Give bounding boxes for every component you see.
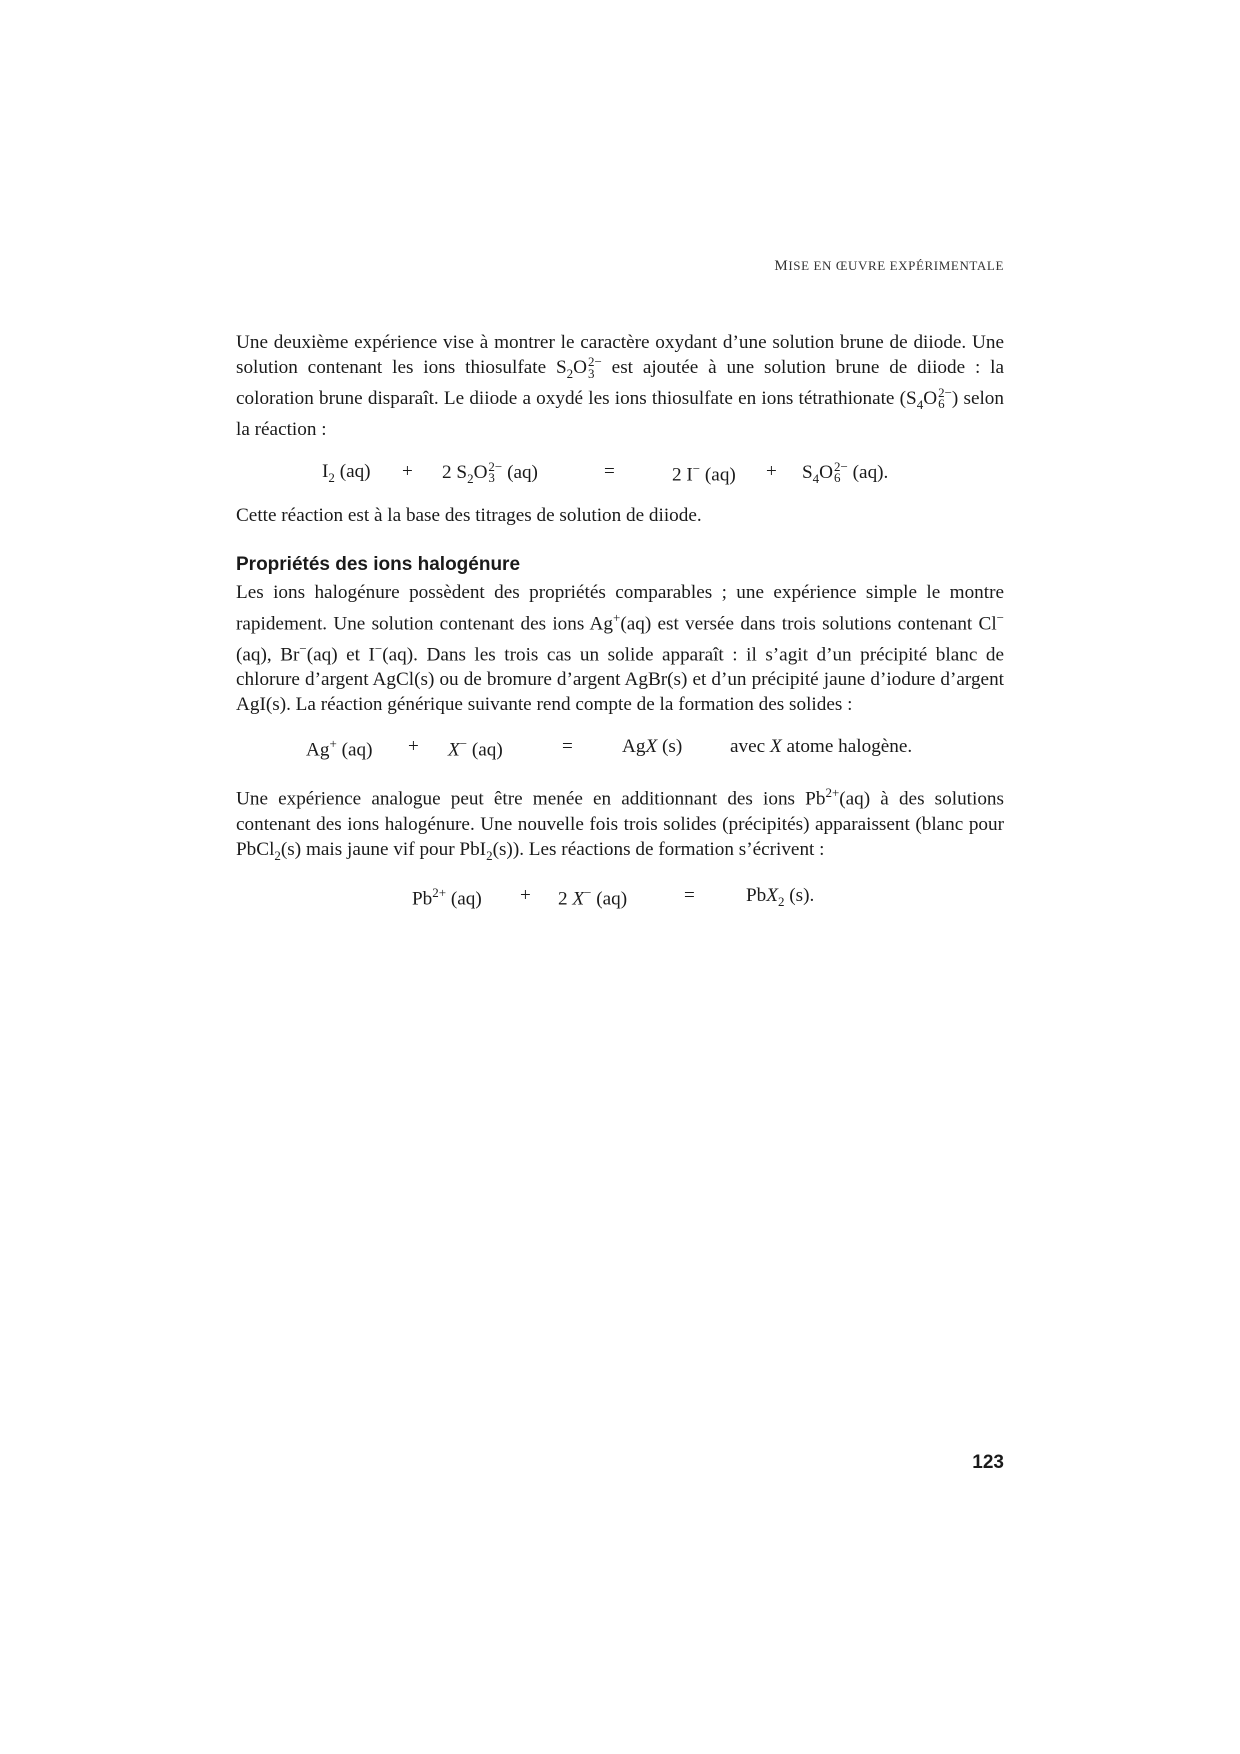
superscript: − — [459, 736, 468, 752]
eq2-term-2-a: X — [448, 739, 460, 761]
eq2-term-1 — [306, 736, 372, 761]
eq3-term-1-state: (aq) — [446, 888, 482, 910]
eq1-term-4-b: O — [819, 461, 834, 483]
paragraph-1 — [236, 330, 1004, 442]
eq1-plus-1: + — [402, 460, 413, 482]
eq2-term-2-state: (aq) — [467, 739, 503, 761]
paragraph-3 — [236, 580, 1004, 718]
eq3-equals: = — [684, 884, 695, 906]
superscript: 2+ — [825, 785, 840, 801]
paragraph-2: Cette réaction est à la base des titrages de solution de diiode. — [236, 504, 702, 526]
p1-text-e: ) selon la réaction : — [236, 387, 1004, 440]
eq1-term-3 — [672, 461, 736, 486]
superscript: 2− — [834, 458, 848, 474]
eq3-term-1-text: Pb — [412, 888, 433, 910]
subscript: 2 — [467, 470, 474, 486]
eq3-term-2-b: X — [572, 888, 585, 910]
eq1-term-2-b: O — [473, 461, 488, 483]
p1-text-a: Une deuxième expérience vise à montrer le caractère oxydant d’une solution brune de diiode. Une solution contenant les ions thiosulfate S — [236, 332, 1004, 378]
eq1-term-2 — [442, 458, 538, 487]
superscript: 2− — [488, 458, 503, 474]
eq2-note — [730, 736, 912, 758]
p4-text-c: (s) mais jaune vif pour PbI — [280, 838, 487, 860]
eq2-term-1-text: Ag — [306, 739, 330, 761]
p4-text-b: (aq) à des solutions contenant des ions halogénure. Une nouvelle fois trois solides (précipités) apparaissent (blanc pour PbCl — [236, 788, 1004, 860]
subscript: 2 — [274, 847, 281, 863]
running-header-initial: M — [774, 258, 789, 274]
running-header — [774, 258, 1004, 275]
p4-text-a: Une expérience analogue peut être menée en additionnant des ions Pb — [236, 788, 826, 810]
running-header-text: ISE EN ŒUVRE EXPÉRIMENTALE — [788, 258, 1004, 273]
superscript: − — [584, 884, 592, 900]
p4-text-d: (s)). Les réactions de formation s’écrivent : — [492, 838, 825, 860]
eq1-term-1 — [322, 461, 371, 486]
eq3-plus: + — [520, 884, 531, 906]
eq1-plus-2: + — [766, 460, 777, 482]
superscript: 2+ — [432, 884, 447, 900]
superscript: 2− — [587, 353, 602, 369]
superscript: − — [692, 460, 701, 476]
equation-lead-halide — [236, 881, 1004, 915]
section-title: Propriétés des ions halogénure — [236, 553, 521, 575]
superscript: − — [374, 641, 383, 657]
p1-text-d: O — [923, 387, 938, 409]
eq2-term-3-b: X — [645, 736, 658, 758]
eq1-term-3-state: (aq) — [700, 464, 736, 486]
subscript: 6 — [938, 396, 945, 412]
eq2-equals: = — [562, 736, 573, 758]
sup-sub-stack — [587, 353, 602, 381]
eq1-term-1-state: (aq) — [334, 460, 371, 482]
p1-text-c: est ajoutée à une solution brune de diiode : la coloration brune disparaît. Le diiode a oxydé les ions thiosulfate en ions tétrathionate (S — [236, 357, 1004, 409]
equation-iodine-thiosulfate — [236, 457, 1004, 491]
paragraph-4 — [236, 780, 1004, 867]
eq2-note-a: avec — [730, 736, 770, 758]
eq1-equals: = — [604, 460, 615, 482]
subscript: 2 — [566, 365, 574, 381]
page-number: 123 — [972, 1452, 1004, 1473]
page-content — [236, 330, 1004, 915]
eq2-term-3-state: (s) — [657, 736, 683, 758]
superscript: 2− — [938, 384, 952, 400]
eq3-term-3-b: X — [766, 884, 778, 906]
p3-text-d: (aq) et I — [306, 644, 375, 666]
eq1-term-2-a: 2 S — [442, 461, 468, 483]
eq3-term-2-a: 2 — [558, 888, 573, 910]
p3-text-c: (aq), Br — [236, 644, 300, 666]
eq2-term-3-a: Ag — [622, 736, 646, 758]
subscript: 6 — [834, 470, 841, 486]
p1-text-b: O — [573, 357, 587, 378]
sup-sub-stack — [488, 458, 503, 486]
eq1-term-3-a: 2 I — [672, 464, 693, 486]
superscript: − — [996, 609, 1004, 625]
eq3-term-1 — [412, 885, 482, 910]
eq2-term-1-state: (aq) — [336, 739, 373, 761]
eq1-term-4-a: S — [802, 461, 813, 483]
eq3-term-2 — [558, 885, 627, 910]
subscript: 2 — [486, 847, 493, 863]
p3-text-e: (aq). Dans les trois cas un solide apparaît : il s’agit d’un précipité blanc de chlorure d’argent AgCl(s) ou de bromure d’argent AgBr(s) et d’un précipité jaune d’iodure d’argent AgI(s). La réaction générique suivante rend compte de la formation des solides : — [236, 644, 1004, 716]
eq3-term-2-state: (aq) — [591, 888, 628, 910]
sup-sub-stack — [834, 458, 848, 486]
p3-text-b: (aq) est versée dans trois solutions contenant Cl — [620, 613, 997, 635]
eq2-note-c: atome halogène. — [781, 736, 913, 758]
subscript: 3 — [488, 470, 495, 486]
eq2-plus: + — [408, 736, 419, 758]
eq3-term-3-a: Pb — [746, 884, 767, 906]
eq3-term-3 — [746, 885, 814, 910]
eq2-term-2 — [448, 736, 503, 761]
subscript: 4 — [916, 396, 924, 412]
eq3-term-3-state: (s). — [784, 884, 815, 906]
eq1-term-1-text: I — [322, 460, 329, 482]
sup-sub-stack — [938, 384, 952, 412]
eq1-term-2-state: (aq) — [502, 461, 538, 483]
subscript: 4 — [812, 470, 820, 486]
superscript: − — [299, 641, 307, 657]
eq2-term-3 — [622, 736, 682, 758]
subscript: 2 — [328, 469, 335, 485]
subscript: 2 — [778, 893, 785, 909]
eq1-term-4-state: (aq). — [847, 461, 889, 483]
p3-text-a: Les ions halogénure possèdent des propriétés comparables ; une expérience simple le montre rapidement. Une solution contenant des ions Ag — [236, 581, 1004, 635]
eq2-note-b: X — [769, 736, 782, 758]
subscript: 3 — [587, 365, 595, 381]
superscript: + — [613, 609, 621, 625]
eq1-term-4 — [802, 458, 889, 487]
equation-silver-halide — [236, 732, 1004, 766]
superscript: + — [329, 736, 337, 752]
